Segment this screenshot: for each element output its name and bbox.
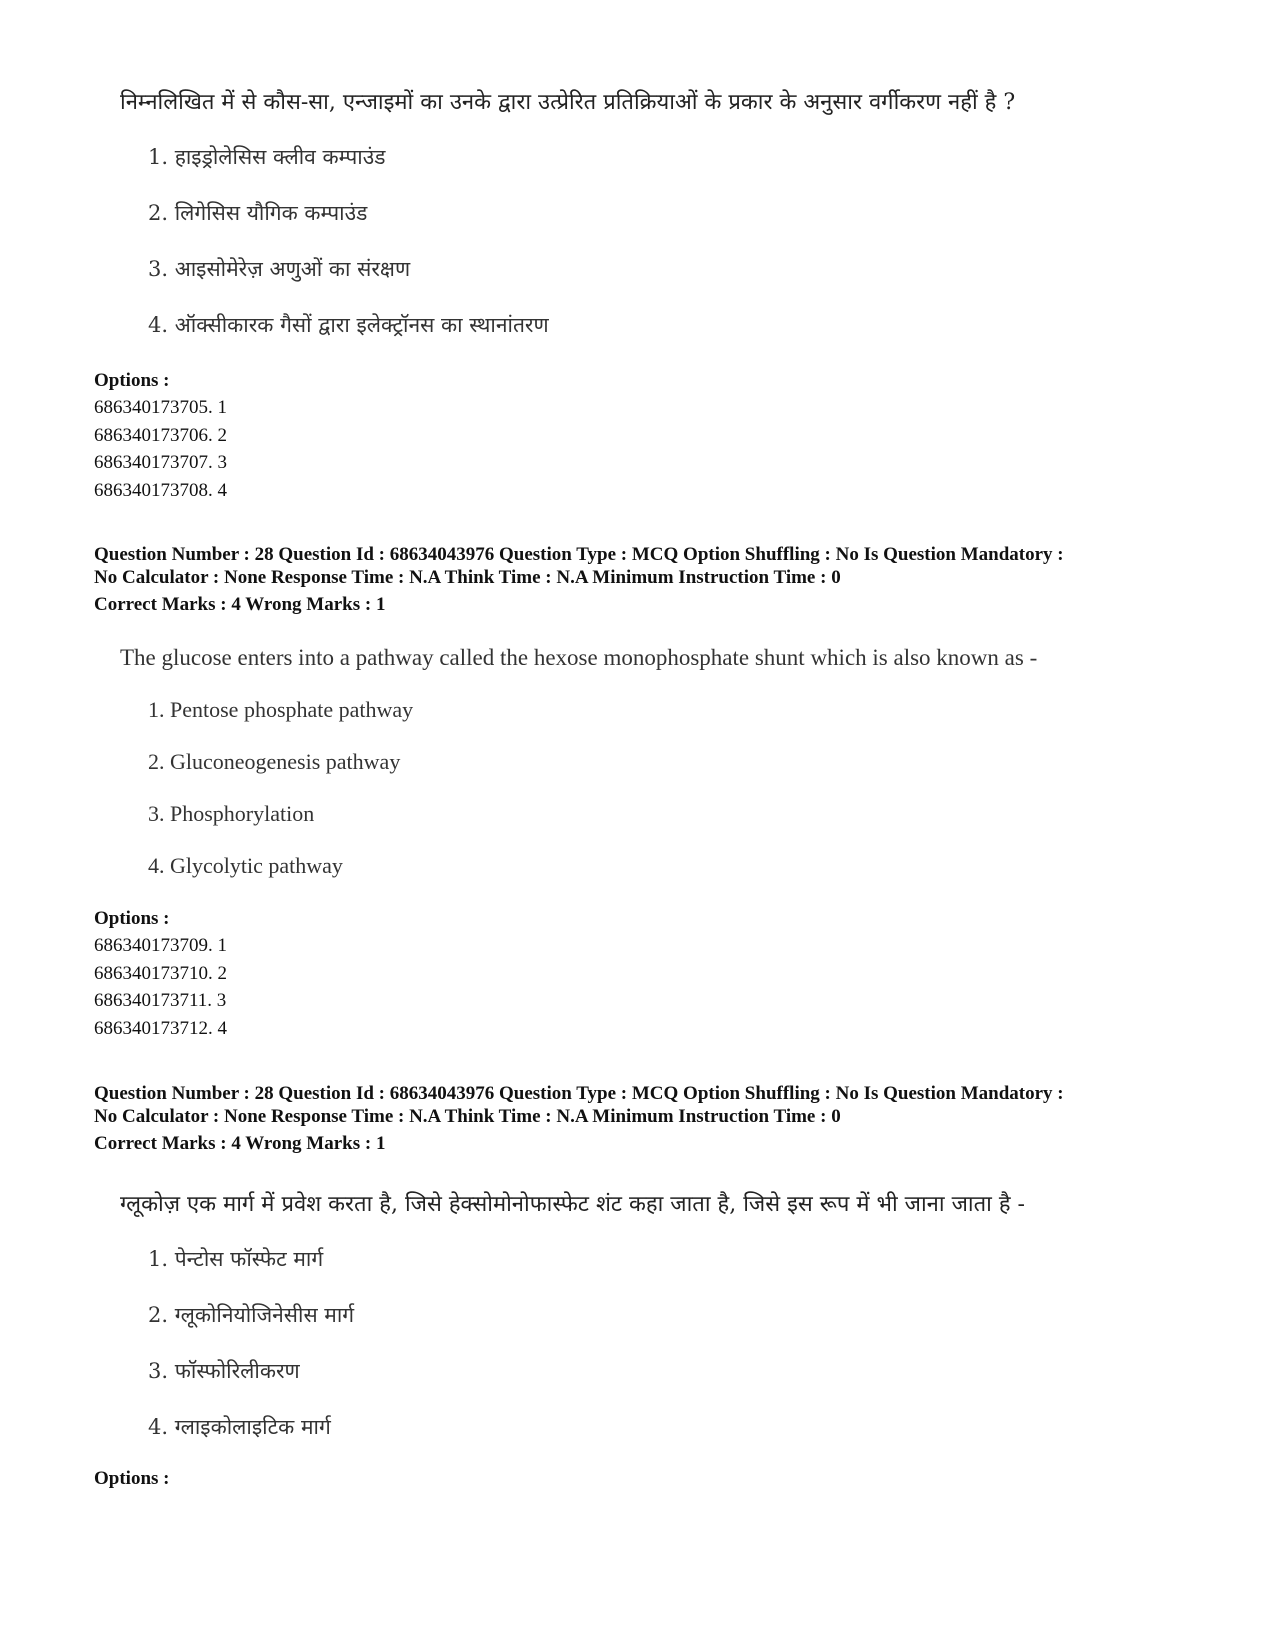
- question-text: निम्नलिखित में से कौस-सा, एन्जाइमों का उनके द्वारा उत्प्रेरित प्रतिक्रियाओं के प्रकार के अनुसार वर्गीकरण नहीं है ?: [120, 90, 1016, 115]
- option-id-2: 686340173710. 2: [94, 963, 227, 984]
- option-id-2: 686340173706. 2: [94, 425, 227, 446]
- option-id-3: 686340173707. 3: [94, 452, 227, 473]
- question-text: The glucose enters into a pathway called the hexose monophosphate shunt which is also known as -: [120, 645, 1038, 670]
- choice-2: 2. लिगेसिस यौगिक कम्पाउंड: [148, 201, 368, 225]
- options-label: Options :: [94, 370, 170, 391]
- choice-1: 1. Pentose phosphate pathway: [148, 697, 414, 722]
- option-id-1: 686340173705. 1: [94, 397, 227, 418]
- options-label: Options :: [94, 1468, 170, 1489]
- options-label: Options :: [94, 908, 170, 929]
- question-meta-line-2: No Calculator : None Response Time : N.A Think Time : N.A Minimum Instruction Time : 0: [94, 1106, 841, 1127]
- choice-4: 4. ऑक्सीकारक गैसों द्वारा इलेक्ट्रॉनस का स्थानांतरण: [148, 313, 549, 337]
- choice-2: 2. Gluconeogenesis pathway: [148, 749, 401, 774]
- choice-2: 2. ग्लूकोनियोजिनेसीस मार्ग: [148, 1303, 355, 1327]
- choice-1: 1. पेन्टोस फॉस्फेट मार्ग: [148, 1247, 324, 1271]
- question-marks: Correct Marks : 4 Wrong Marks : 1: [94, 1133, 386, 1154]
- choice-3: 3. फॉस्फोरिलीकरण: [148, 1359, 300, 1383]
- choice-1: 1. हाइड्रोलेसिस क्लीव कम्पाउंड: [148, 145, 386, 169]
- option-id-4: 686340173708. 4: [94, 480, 227, 501]
- question-meta-line-1: Question Number : 28 Question Id : 68634043976 Question Type : MCQ Option Shuffling : No Is Question Mandatory :: [94, 544, 1064, 565]
- choice-4: 4. Glycolytic pathway: [148, 853, 343, 878]
- option-id-4: 686340173712. 4: [94, 1018, 227, 1039]
- choice-3: 3. आइसोमेरेज़ अणुओं का संरक्षण: [148, 257, 411, 281]
- choice-4: 4. ग्लाइकोलाइटिक मार्ग: [148, 1415, 331, 1439]
- question-meta-line-1: Question Number : 28 Question Id : 68634043976 Question Type : MCQ Option Shuffling : No Is Question Mandatory :: [94, 1083, 1064, 1104]
- choice-3: 3. Phosphorylation: [148, 801, 315, 826]
- question-meta-line-2: No Calculator : None Response Time : N.A Think Time : N.A Minimum Instruction Time : 0: [94, 567, 841, 588]
- question-marks: Correct Marks : 4 Wrong Marks : 1: [94, 594, 386, 615]
- option-id-1: 686340173709. 1: [94, 935, 227, 956]
- option-id-3: 686340173711. 3: [94, 990, 227, 1011]
- question-text: ग्लूकोज़ एक मार्ग में प्रवेश करता है, जिसे हेक्सोमोनोफास्फेट शंट कहा जाता है, जिसे इस रूप में भी जाना जाता है -: [120, 1192, 1025, 1217]
